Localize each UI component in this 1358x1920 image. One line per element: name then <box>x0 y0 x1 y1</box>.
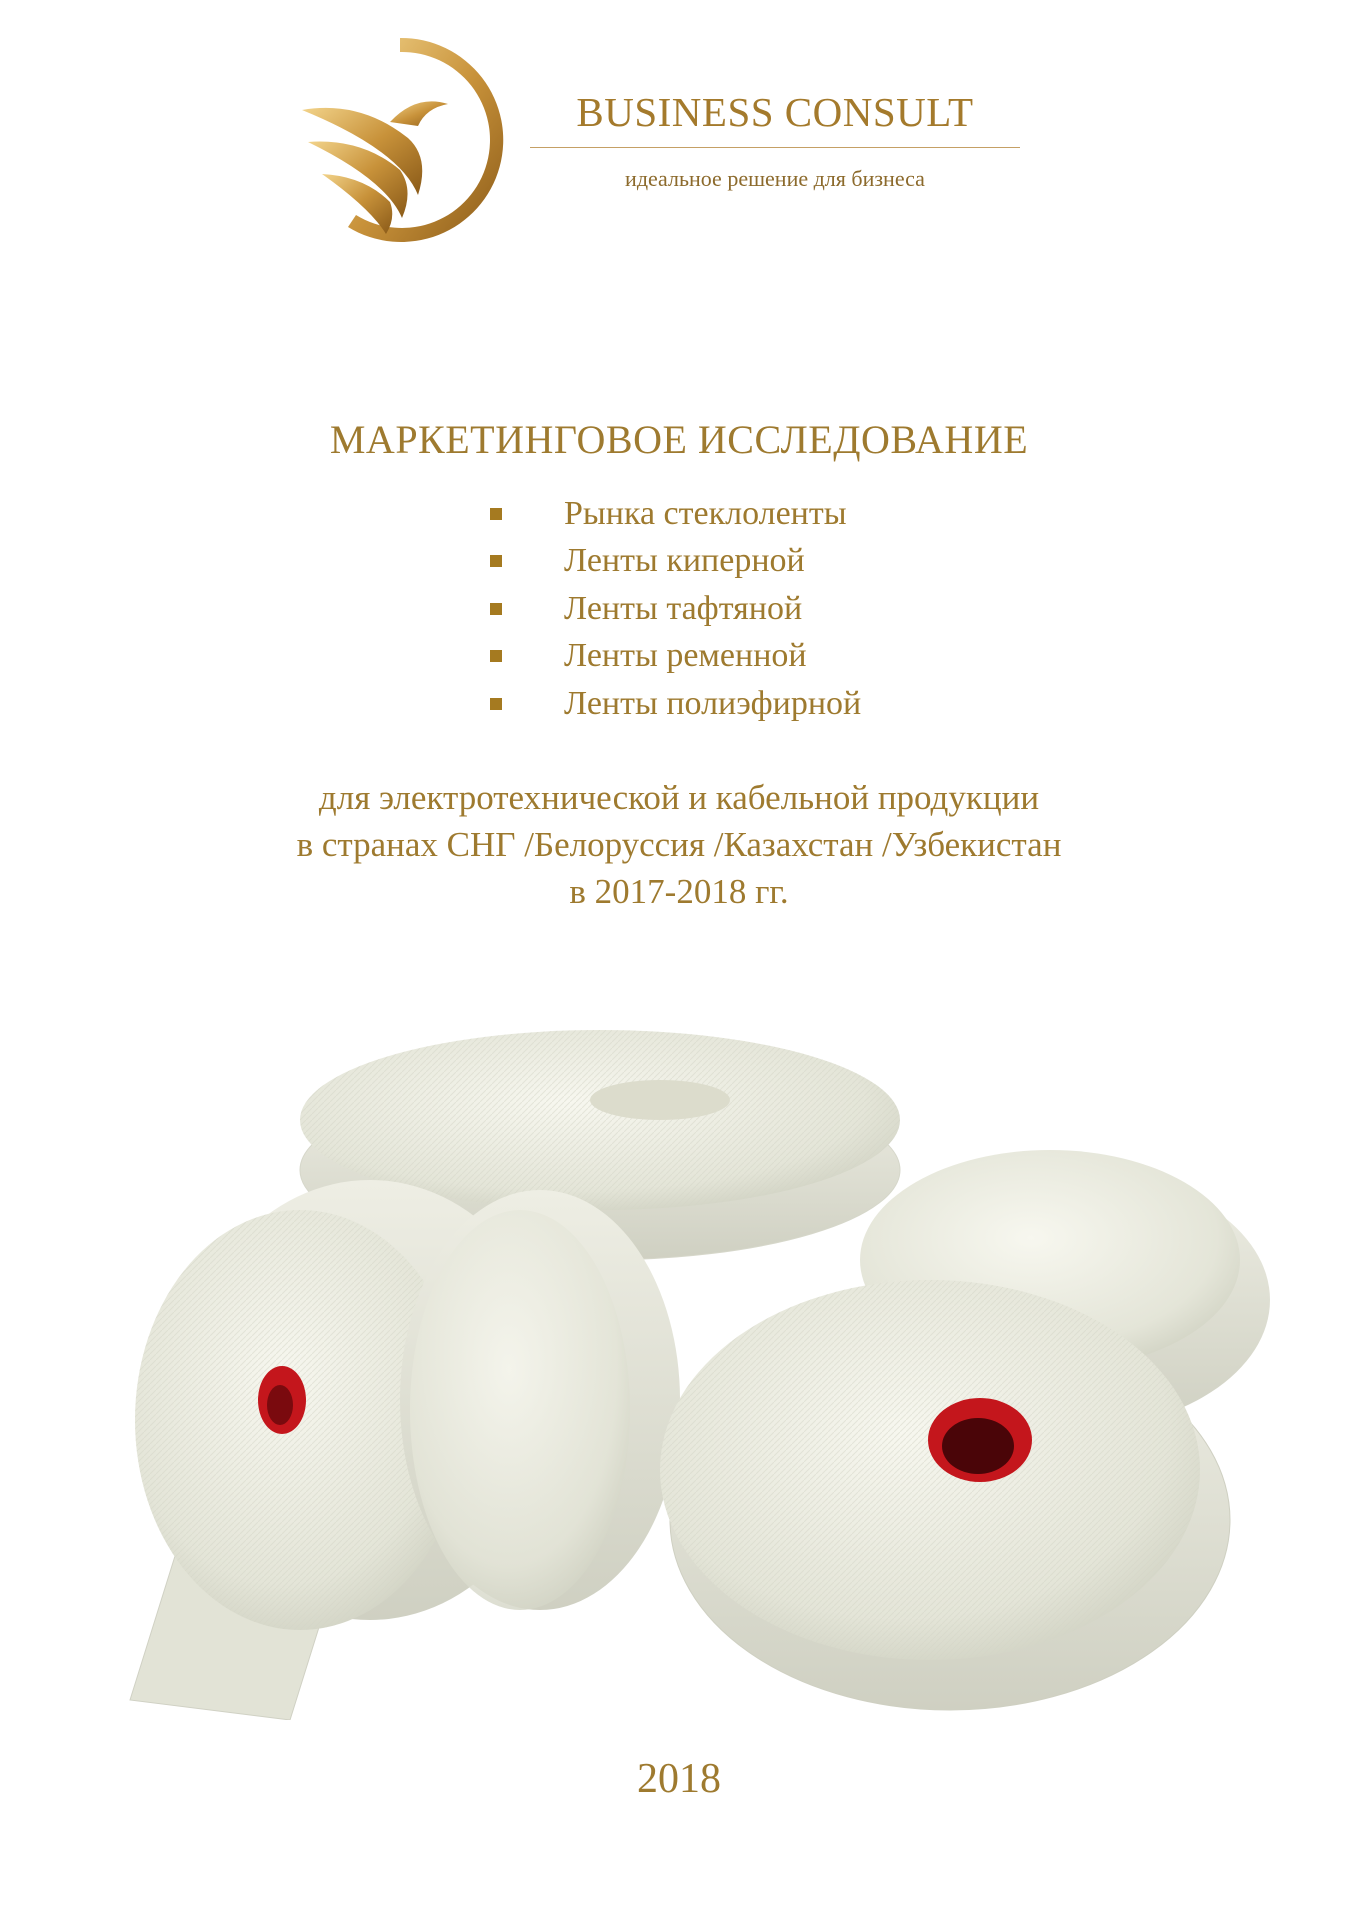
subtitle-line: в 2017-2018 гг. <box>569 872 789 911</box>
topic-item <box>490 585 861 633</box>
topic-label: Ленты киперной <box>564 542 805 580</box>
topic-label: Ленты ременной <box>564 637 807 675</box>
square-bullet-icon <box>490 698 502 710</box>
document-subtitle <box>0 774 1358 915</box>
brand-name: BUSINESS CONSULT <box>576 89 974 135</box>
square-bullet-icon <box>490 555 502 567</box>
topic-item <box>490 538 861 586</box>
square-bullet-icon <box>490 650 502 662</box>
topic-list <box>490 490 861 728</box>
subtitle-line: для электротехнической и кабельной продукции <box>318 778 1040 817</box>
topic-item <box>490 633 861 681</box>
topic-item <box>490 490 861 538</box>
brand-tagline: идеальное решение для бизнеса <box>625 166 925 191</box>
document-title: МАРКЕТИНГОВОЕ ИССЛЕДОВАНИЕ <box>329 417 1029 462</box>
brand-divider <box>530 147 1020 148</box>
subtitle-line: в странах СНГ /Белоруссия /Казахстан /Узбекистан <box>296 825 1062 864</box>
square-bullet-icon <box>490 603 502 615</box>
tape-rolls-image <box>120 1000 1280 1720</box>
document-year: 2018 <box>637 1756 721 1802</box>
topic-item <box>490 680 861 728</box>
topic-label: Ленты тафтяной <box>564 589 803 627</box>
square-bullet-icon <box>490 508 502 520</box>
topic-label: Рынка стеклоленты <box>564 494 847 532</box>
company-logo-icon <box>290 30 510 250</box>
topic-label: Ленты полиэфирной <box>564 684 862 722</box>
